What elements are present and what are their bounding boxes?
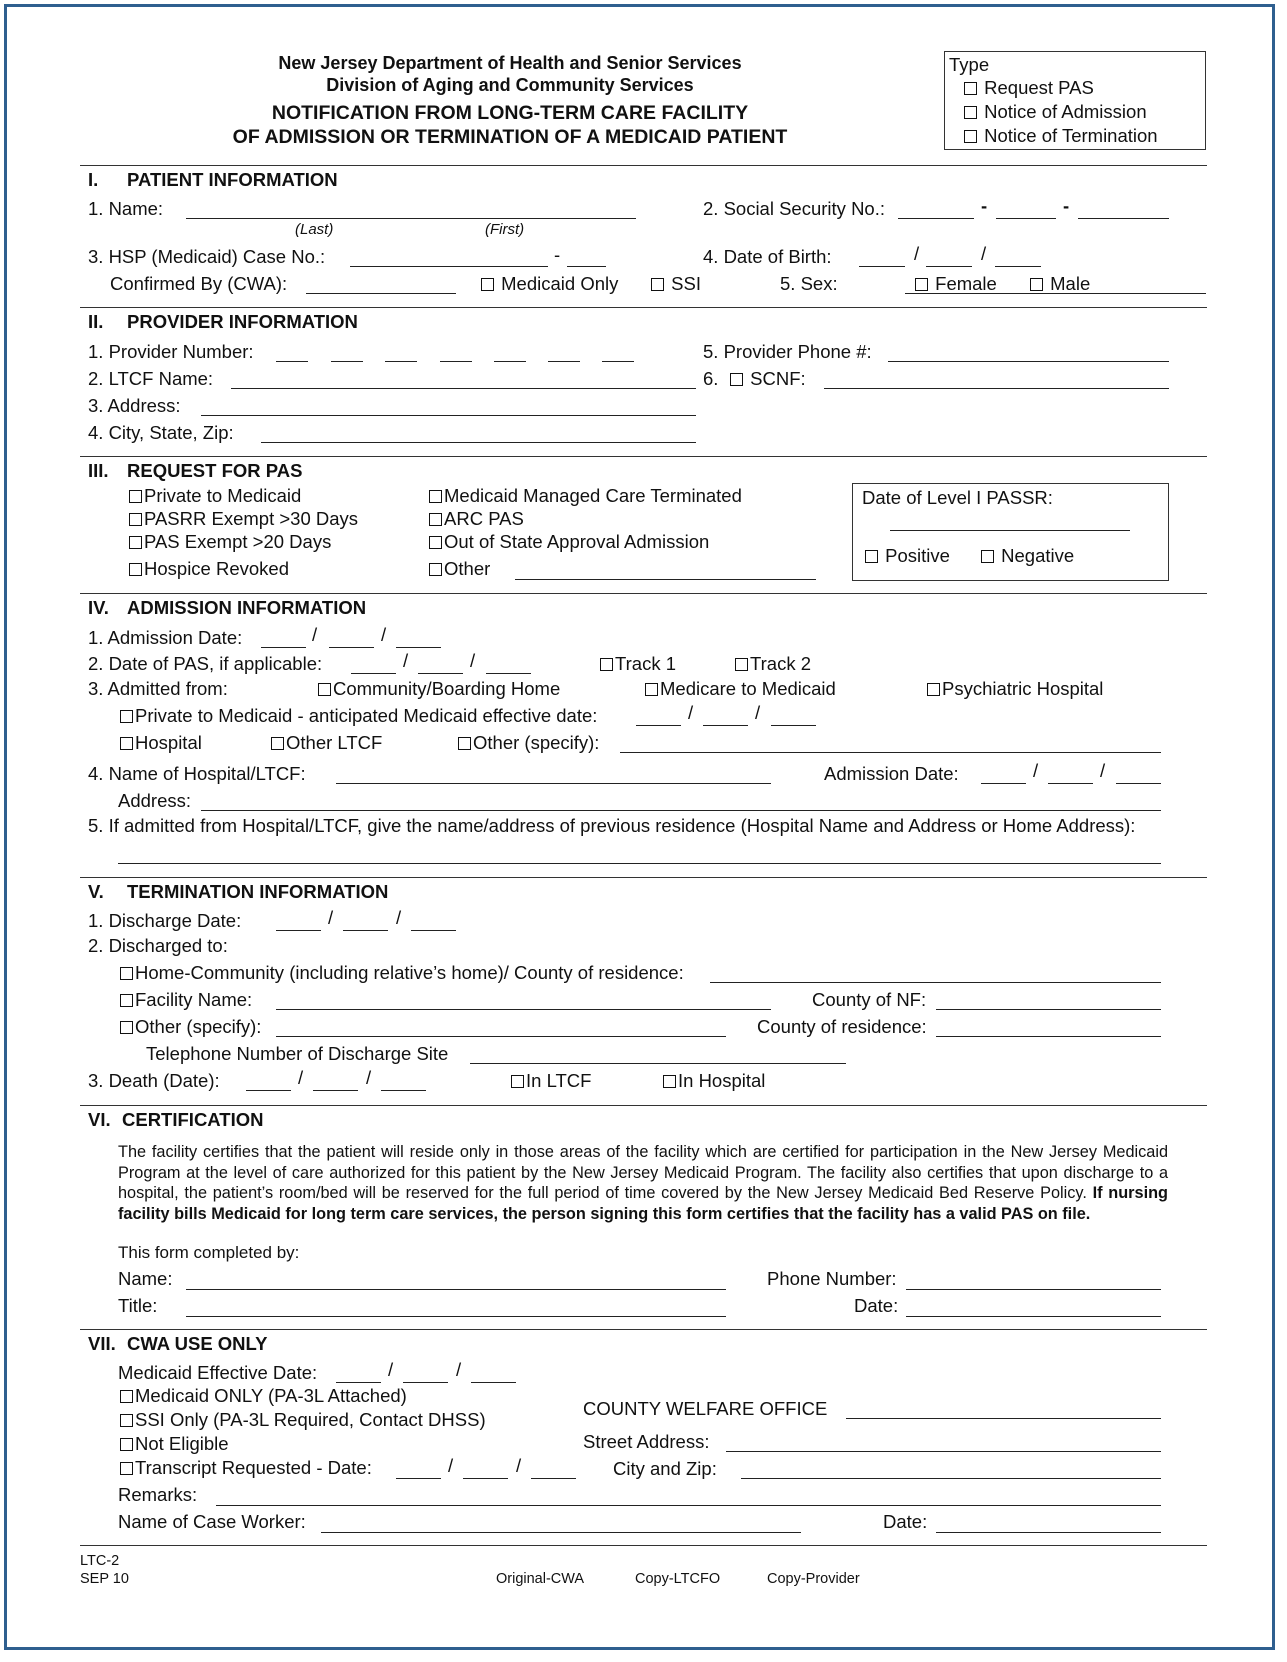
admitted-other-field[interactable] bbox=[620, 752, 1161, 753]
section-2-title: PROVIDER INFORMATION bbox=[127, 311, 358, 332]
checkbox[interactable] bbox=[651, 278, 664, 291]
adm2-month[interactable] bbox=[981, 783, 1026, 784]
slash: / bbox=[328, 907, 334, 928]
county-residence-field[interactable] bbox=[710, 982, 1161, 983]
section-4-num: IV. bbox=[88, 597, 109, 618]
dob-day[interactable] bbox=[926, 266, 972, 267]
pas-hospice-revoked[interactable] bbox=[129, 560, 289, 579]
pas-arc[interactable] bbox=[429, 510, 524, 529]
eff-day[interactable] bbox=[403, 1382, 448, 1383]
option-label: Negative bbox=[1001, 545, 1075, 566]
section-7-title: CWA USE ONLY bbox=[127, 1333, 268, 1354]
checkbox[interactable] bbox=[129, 490, 142, 503]
checkbox[interactable] bbox=[120, 1462, 133, 1475]
county-residence-label: County of residence: bbox=[757, 1016, 927, 1037]
checkbox[interactable] bbox=[735, 658, 748, 671]
option-label: Medicaid ONLY (PA-3L Attached) bbox=[135, 1385, 407, 1406]
discharged-to-label: 2. Discharged to: bbox=[88, 935, 228, 956]
admitted-psychiatric[interactable] bbox=[927, 680, 1103, 699]
slash: / bbox=[516, 1455, 522, 1476]
address-field[interactable] bbox=[201, 415, 696, 416]
checkbox[interactable] bbox=[271, 737, 284, 750]
first-caption: (First) bbox=[485, 221, 525, 238]
checkbox[interactable] bbox=[129, 536, 142, 549]
footer-divider bbox=[80, 1545, 1207, 1546]
pas-other-field[interactable] bbox=[515, 579, 816, 580]
copy-ltcfo: Copy-LTCFO bbox=[635, 1571, 721, 1587]
option-label: Medicaid Only bbox=[501, 273, 619, 294]
type-label: Type bbox=[949, 54, 990, 75]
county-residence2-field[interactable] bbox=[936, 1036, 1161, 1037]
slash: / bbox=[388, 1359, 394, 1380]
provider-phone-field[interactable] bbox=[888, 361, 1169, 362]
eff-month[interactable] bbox=[336, 1382, 381, 1383]
option-label: In LTCF bbox=[526, 1070, 592, 1091]
checkbox[interactable] bbox=[120, 994, 133, 1007]
dept-name: New Jersey Department of Health and Senior Services bbox=[278, 53, 742, 73]
section-divider bbox=[80, 877, 1207, 878]
pas-year[interactable] bbox=[486, 673, 531, 674]
checkbox[interactable] bbox=[981, 550, 994, 563]
form-revision: SEP 10 bbox=[80, 1571, 129, 1587]
city-state-zip-label: 4. City, State, Zip: bbox=[88, 422, 234, 443]
option-label: Medicaid Managed Care Terminated bbox=[444, 485, 742, 506]
county-welfare-office-field[interactable] bbox=[846, 1418, 1161, 1419]
provider-digit-field[interactable] bbox=[440, 361, 472, 362]
remarks-field[interactable] bbox=[216, 1505, 1161, 1506]
provider-digit-field[interactable] bbox=[548, 361, 580, 362]
checkbox[interactable] bbox=[964, 106, 977, 119]
option-label: Male bbox=[1050, 273, 1091, 294]
admitted-medicare[interactable] bbox=[645, 680, 836, 699]
slash: / bbox=[688, 702, 694, 723]
checkbox[interactable] bbox=[663, 1075, 676, 1088]
section-6-title: CERTIFICATION bbox=[122, 1109, 264, 1130]
city-state-zip-field[interactable] bbox=[261, 442, 696, 443]
provider-digit-field[interactable] bbox=[331, 361, 363, 362]
option-label: Notice of Termination bbox=[984, 125, 1158, 146]
discharge-date-label: 1. Discharge Date: bbox=[88, 910, 242, 931]
medicaid-only-option[interactable] bbox=[481, 275, 618, 294]
remarks-label: Remarks: bbox=[118, 1484, 198, 1505]
scnf-field[interactable] bbox=[824, 388, 1169, 389]
slash: / bbox=[366, 1067, 372, 1088]
checkbox[interactable] bbox=[429, 563, 442, 576]
cert-name-field[interactable] bbox=[186, 1289, 726, 1290]
slash: / bbox=[470, 650, 476, 671]
ltcf-name-label: 2. LTCF Name: bbox=[88, 368, 214, 389]
telephone-site-label: Telephone Number of Discharge Site bbox=[146, 1043, 449, 1064]
checkbox[interactable] bbox=[481, 278, 494, 291]
ssn-field-1[interactable] bbox=[898, 218, 974, 219]
city-zip-field[interactable] bbox=[741, 1478, 1161, 1479]
section-5-num: V. bbox=[88, 881, 104, 902]
death-month[interactable] bbox=[246, 1090, 291, 1091]
option-label: In Hospital bbox=[678, 1070, 766, 1091]
option-label: Not Eligible bbox=[135, 1433, 229, 1454]
option-label: Psychiatric Hospital bbox=[942, 678, 1104, 699]
option-label: Private to Medicaid bbox=[144, 485, 302, 506]
option-label: Private to Medicaid - anticipated Medicaid effective date: bbox=[135, 705, 598, 726]
checkbox[interactable] bbox=[600, 658, 613, 671]
option-label: Hospital bbox=[135, 732, 202, 753]
discharge-other[interactable] bbox=[120, 1018, 261, 1037]
passr-date-label: Date of Level I PASSR: bbox=[862, 487, 1053, 508]
checkbox[interactable] bbox=[429, 536, 442, 549]
county-welfare-office-label: COUNTY WELFARE OFFICE bbox=[583, 1398, 828, 1419]
slash: / bbox=[312, 624, 318, 645]
ssn-field-2[interactable] bbox=[996, 218, 1056, 219]
provider-phone-label: 5. Provider Phone #: bbox=[703, 341, 872, 362]
checkbox[interactable] bbox=[964, 82, 977, 95]
discharge-facility[interactable] bbox=[120, 991, 252, 1010]
section-divider bbox=[80, 165, 1207, 166]
anticipated-month[interactable] bbox=[636, 725, 681, 726]
form-title-line2: OF ADMISSION OR TERMINATION OF A MEDICAID PATIENT bbox=[232, 126, 788, 148]
sex-label: 5. Sex: bbox=[780, 273, 838, 294]
checkbox[interactable] bbox=[120, 1021, 133, 1034]
cwa-ssi-only[interactable] bbox=[120, 1411, 486, 1430]
dob-year[interactable] bbox=[995, 266, 1041, 267]
patient-name-field[interactable] bbox=[186, 218, 636, 219]
section-divider bbox=[80, 307, 1207, 308]
admitted-hospital[interactable] bbox=[120, 734, 202, 753]
checkbox[interactable] bbox=[429, 490, 442, 503]
cert-title-field[interactable] bbox=[186, 1316, 726, 1317]
slash: / bbox=[981, 243, 987, 264]
ssi-option[interactable] bbox=[651, 275, 701, 294]
cert-name-label: Name: bbox=[118, 1268, 173, 1289]
pas-month[interactable] bbox=[351, 673, 396, 674]
slash: / bbox=[456, 1359, 462, 1380]
name-label: 1. Name: bbox=[88, 198, 164, 219]
section-6-num: VI. bbox=[88, 1109, 111, 1130]
checkbox[interactable] bbox=[120, 1414, 133, 1427]
case-worker-field[interactable] bbox=[321, 1532, 801, 1533]
option-label: Track 2 bbox=[750, 653, 811, 674]
death-date-label: 3. Death (Date): bbox=[88, 1070, 220, 1091]
transcript-month[interactable] bbox=[396, 1478, 441, 1479]
admission-date2-label: Admission Date: bbox=[824, 763, 959, 784]
date-of-pas-label: 2. Date of PAS, if applicable: bbox=[88, 653, 323, 674]
option-label: PASRR Exempt >30 Days bbox=[144, 508, 359, 529]
name-hospital-label: 4. Name of Hospital/LTCF: bbox=[88, 763, 306, 784]
cert-phone-label: Phone Number: bbox=[767, 1268, 897, 1289]
anticipated-day[interactable] bbox=[703, 725, 748, 726]
checkbox[interactable] bbox=[318, 683, 331, 696]
discharge-day[interactable] bbox=[343, 930, 388, 931]
passr-date-field[interactable] bbox=[890, 530, 1130, 531]
form-number: LTC-2 bbox=[80, 1553, 120, 1569]
checkbox[interactable] bbox=[120, 1390, 133, 1403]
slash: / bbox=[298, 1067, 304, 1088]
confirmed-field[interactable] bbox=[306, 293, 456, 294]
county-nf-label: County of NF: bbox=[812, 989, 927, 1010]
division-name: Division of Aging and Community Services bbox=[326, 75, 694, 95]
ssn-dash: - bbox=[1063, 195, 1070, 216]
option-label: Other (specify): bbox=[473, 732, 600, 753]
ssn-field-3[interactable] bbox=[1078, 218, 1169, 219]
admitted-community[interactable] bbox=[318, 680, 560, 699]
male-option[interactable] bbox=[1030, 275, 1090, 294]
cwa-date-field[interactable] bbox=[936, 1532, 1161, 1533]
checkbox[interactable] bbox=[120, 737, 133, 750]
passr-box bbox=[852, 483, 1169, 581]
discharge-home-community[interactable] bbox=[120, 964, 684, 983]
dob-label: 4. Date of Birth: bbox=[703, 246, 832, 267]
pas-private-to-medicaid[interactable] bbox=[129, 487, 301, 506]
option-label: Track 1 bbox=[615, 653, 676, 674]
checkbox[interactable] bbox=[730, 373, 743, 386]
admission-year[interactable] bbox=[396, 647, 441, 648]
option-label: Positive bbox=[885, 545, 950, 566]
type-box bbox=[944, 51, 1206, 150]
section-5-title: TERMINATION INFORMATION bbox=[127, 881, 389, 902]
female-option[interactable] bbox=[915, 275, 997, 294]
county-nf-field[interactable] bbox=[936, 1009, 1161, 1010]
option-label: Out of State Approval Admission bbox=[444, 531, 710, 552]
option-label: PAS Exempt >20 Days bbox=[144, 531, 332, 552]
option-label: Other LTCF bbox=[286, 732, 383, 753]
section-3-title: REQUEST FOR PAS bbox=[127, 460, 303, 481]
slash: / bbox=[755, 702, 761, 723]
option-label: Request PAS bbox=[984, 77, 1094, 98]
provider-digit-field[interactable] bbox=[602, 361, 634, 362]
provider-digit-field[interactable] bbox=[494, 361, 526, 362]
slash: / bbox=[1100, 760, 1106, 781]
checkbox[interactable] bbox=[120, 967, 133, 980]
cert-date-field[interactable] bbox=[906, 1316, 1161, 1317]
option-label: Home-Community (including relative’s home)/ County of residence: bbox=[135, 962, 684, 983]
checkbox[interactable] bbox=[865, 550, 878, 563]
checkbox[interactable] bbox=[429, 513, 442, 526]
discharge-month[interactable] bbox=[276, 930, 321, 931]
admission-date-label: 1. Admission Date: bbox=[88, 627, 243, 648]
cwa-medicaid-only[interactable] bbox=[120, 1387, 407, 1406]
certification-text bbox=[118, 1142, 1168, 1224]
eff-year[interactable] bbox=[471, 1382, 516, 1383]
cert-phone-field[interactable] bbox=[906, 1289, 1161, 1290]
death-day[interactable] bbox=[313, 1090, 358, 1091]
checkbox[interactable] bbox=[964, 130, 977, 143]
checkbox[interactable] bbox=[129, 563, 142, 576]
case-no-label: 3. HSP (Medicaid) Case No.: bbox=[88, 246, 326, 267]
ltcf-name-field[interactable] bbox=[231, 388, 696, 389]
case-suffix-field[interactable] bbox=[567, 266, 606, 267]
admitted-other-ltcf[interactable] bbox=[271, 734, 382, 753]
section-7-num: VII. bbox=[88, 1333, 116, 1354]
case-no-field[interactable] bbox=[350, 266, 548, 267]
previous-residence-label: 5. If admitted from Hospital/LTCF, give the name/address of previous residence (Hospital Name and Address or Home Address): bbox=[88, 815, 1136, 836]
pas-other[interactable] bbox=[429, 560, 490, 579]
section-2-num: II. bbox=[88, 311, 104, 332]
cwa-not-eligible[interactable] bbox=[120, 1435, 229, 1454]
option-label: Community/Boarding Home bbox=[333, 678, 561, 699]
ssn-label: 2. Social Security No.: bbox=[703, 198, 885, 219]
section-1-title: PATIENT INFORMATION bbox=[127, 169, 338, 190]
street-address-label: Street Address: bbox=[583, 1431, 710, 1452]
case-worker-label: Name of Case Worker: bbox=[118, 1511, 306, 1532]
admitted-private-anticipated[interactable] bbox=[120, 707, 597, 726]
slash: / bbox=[396, 907, 402, 928]
dob-month[interactable] bbox=[859, 266, 905, 267]
admitted-from-label: 3. Admitted from: bbox=[88, 678, 228, 699]
option-label: SCNF: bbox=[750, 368, 806, 389]
street-address-field[interactable] bbox=[726, 1451, 1161, 1452]
cert-date-label: Date: bbox=[854, 1295, 899, 1316]
section-4-title: ADMISSION INFORMATION bbox=[127, 597, 367, 618]
discharge-year[interactable] bbox=[411, 930, 456, 931]
death-year[interactable] bbox=[381, 1090, 426, 1091]
type-notice-termination[interactable] bbox=[964, 127, 1158, 146]
transcript-year[interactable] bbox=[531, 1478, 576, 1479]
option-label: ARC PAS bbox=[444, 508, 524, 529]
option-label: Female bbox=[935, 273, 997, 294]
checkbox[interactable] bbox=[645, 683, 658, 696]
confirmed-label: Confirmed By (CWA): bbox=[110, 273, 288, 294]
provider-digit-field[interactable] bbox=[385, 361, 417, 362]
track-2-option[interactable] bbox=[735, 655, 811, 674]
option-label: SSI bbox=[671, 273, 701, 294]
form-title-line1: NOTIFICATION FROM LONG-TERM CARE FACILITY bbox=[271, 102, 749, 124]
certification-body: The facility certifies that the patient will reside only in those areas of the facility which are certified for participation in the New Jersey Medicaid Program at the level of care authorized for this patient by the New Jersey Medicaid Program. The facility also certifies that upon discharge to a hospital, the patient’s room/bed will be reserved for the full period of time covered by the New Jersey Medicaid Bed Reserve Policy. bbox=[118, 1143, 1168, 1202]
certification-bold: If nursing facility bills Medicaid for long term care services, the person signing this form certifies that the facility has a valid PAS on file. bbox=[118, 1184, 1168, 1223]
death-in-ltcf[interactable] bbox=[511, 1072, 591, 1091]
type-notice-admission[interactable] bbox=[964, 103, 1147, 122]
address-label: 3. Address: bbox=[88, 395, 181, 416]
ssn-dash: - bbox=[981, 195, 988, 216]
section-divider bbox=[80, 1105, 1207, 1106]
completed-by-label: This form completed by: bbox=[118, 1243, 300, 1262]
facility-name-field[interactable] bbox=[276, 1009, 771, 1010]
admission-day[interactable] bbox=[329, 647, 374, 648]
slash: / bbox=[448, 1455, 454, 1476]
option-label: Facility Name: bbox=[135, 989, 253, 1010]
checkbox[interactable] bbox=[120, 710, 133, 723]
checkbox[interactable] bbox=[120, 1438, 133, 1451]
passr-negative[interactable] bbox=[981, 547, 1074, 566]
hospital-address-field[interactable] bbox=[201, 810, 1161, 811]
section-1-num: I. bbox=[88, 169, 99, 190]
hospital-address-label: Address: bbox=[118, 790, 192, 811]
provider-number-label: 1. Provider Number: bbox=[88, 341, 254, 362]
section-divider bbox=[80, 456, 1207, 457]
pas-exempt-20[interactable] bbox=[129, 533, 331, 552]
anticipated-year[interactable] bbox=[771, 725, 816, 726]
admission-month[interactable] bbox=[261, 647, 306, 648]
track-1-option[interactable] bbox=[600, 655, 676, 674]
adm2-year[interactable] bbox=[1116, 783, 1161, 784]
case-dash: - bbox=[554, 244, 561, 265]
city-zip-label: City and Zip: bbox=[613, 1458, 717, 1479]
medicaid-eff-date-label: Medicaid Effective Date: bbox=[118, 1362, 318, 1383]
scnf-num: 6. bbox=[703, 368, 719, 389]
option-label: Other bbox=[444, 558, 491, 579]
copy-provider: Copy-Provider bbox=[767, 1571, 860, 1587]
adm2-day[interactable] bbox=[1048, 783, 1093, 784]
checkbox[interactable] bbox=[915, 278, 928, 291]
option-label: Transcript Requested - Date: bbox=[135, 1457, 372, 1478]
type-request-pas[interactable] bbox=[964, 79, 1094, 98]
slash: / bbox=[914, 243, 920, 264]
copy-original-cwa: Original-CWA bbox=[496, 1571, 585, 1587]
option-label: Hospice Revoked bbox=[144, 558, 289, 579]
slash: / bbox=[381, 624, 387, 645]
death-in-hospital[interactable] bbox=[663, 1072, 765, 1091]
cwa-transcript-requested[interactable] bbox=[120, 1459, 372, 1478]
name-hospital-field[interactable] bbox=[336, 783, 771, 784]
passr-positive[interactable] bbox=[865, 547, 950, 566]
option-label: Medicare to Medicaid bbox=[660, 678, 836, 699]
slash: / bbox=[1033, 760, 1039, 781]
checkbox[interactable] bbox=[129, 513, 142, 526]
last-caption: (Last) bbox=[295, 221, 334, 238]
pas-day[interactable] bbox=[418, 673, 463, 674]
checkbox[interactable] bbox=[1030, 278, 1043, 291]
section-divider bbox=[80, 593, 1207, 594]
discharge-other-field[interactable] bbox=[276, 1036, 726, 1037]
option-label: SSI Only (PA-3L Required, Contact DHSS) bbox=[135, 1409, 486, 1430]
cwa-date-label: Date: bbox=[883, 1511, 928, 1532]
section-divider bbox=[80, 1329, 1207, 1330]
transcript-day[interactable] bbox=[463, 1478, 508, 1479]
previous-residence-field[interactable] bbox=[118, 863, 1161, 864]
checkbox[interactable] bbox=[927, 683, 940, 696]
admitted-other-specify[interactable] bbox=[458, 734, 599, 753]
checkbox[interactable] bbox=[458, 737, 471, 750]
pas-out-of-state[interactable] bbox=[429, 533, 709, 552]
provider-digit-field[interactable] bbox=[276, 361, 308, 362]
section-3-num: III. bbox=[88, 460, 109, 481]
checkbox[interactable] bbox=[511, 1075, 524, 1088]
option-label: Other (specify): bbox=[135, 1016, 262, 1037]
pas-pasrr-exempt[interactable] bbox=[129, 510, 358, 529]
cert-title-label: Title: bbox=[118, 1295, 158, 1316]
pas-managed-care-terminated[interactable] bbox=[429, 487, 742, 506]
telephone-site-field[interactable] bbox=[470, 1063, 846, 1064]
option-label: Notice of Admission bbox=[984, 101, 1147, 122]
scnf-option[interactable] bbox=[730, 370, 806, 389]
slash: / bbox=[403, 650, 409, 671]
